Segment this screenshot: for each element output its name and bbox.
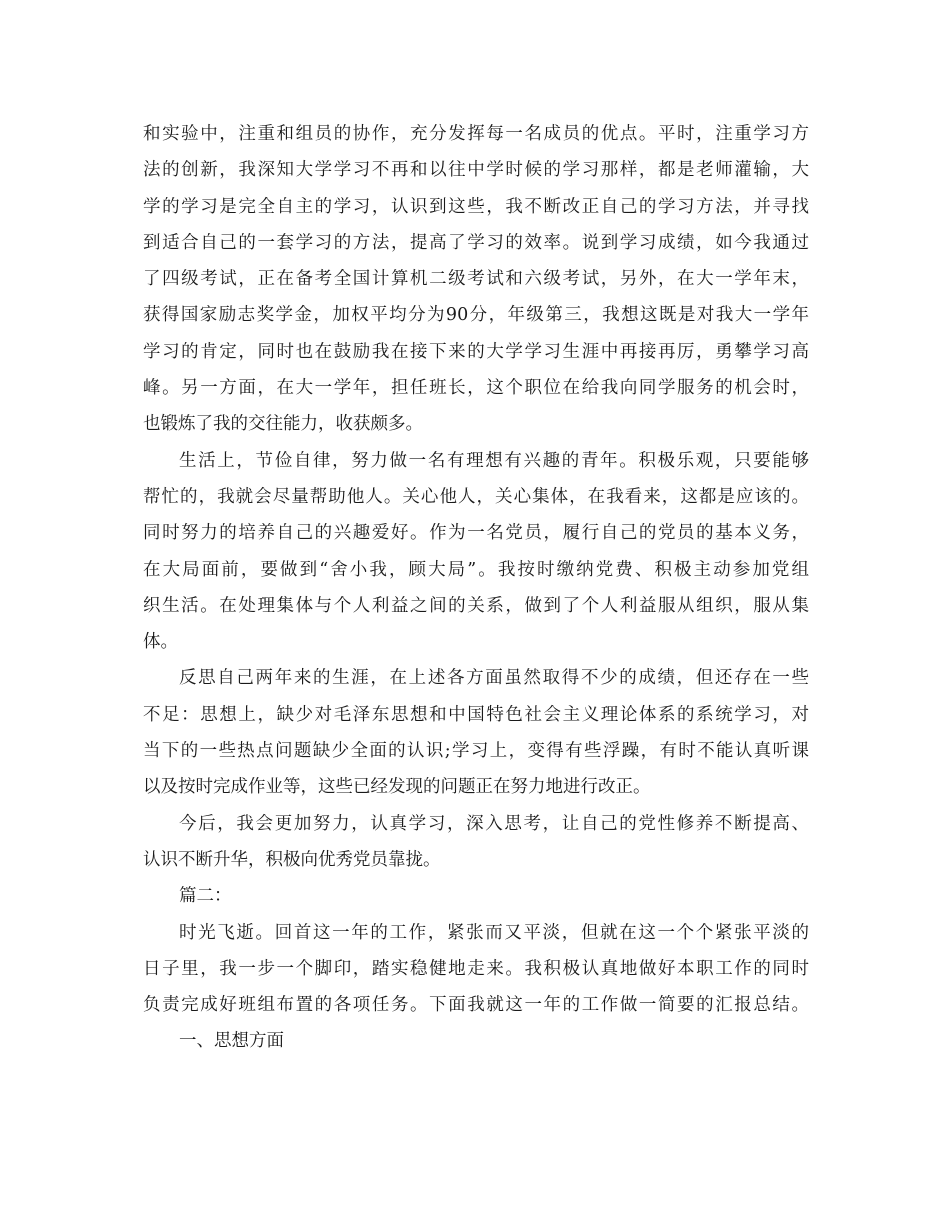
text-line: 法的创新，我深知大学学习不再和以往中学时候的学习那样，都是老师灌输，大 [143,160,809,181]
text-line: 学的学习是完全自主的学习，认识到这些，我不断改正自己的学习方法，并寻找 [143,196,809,217]
text-line: 以及按时完成作业等，这些已经发现的问题正在努力地进行改正。 [143,777,651,798]
text-line: 反思自己两年来的生涯，在上述各方面虽然取得不少的成绩，但还存在一些 [179,668,809,689]
body-text [143,116,809,1060]
text-line: 负责完成好班组布置的各项任务。下面我就这一年的工作做一简要的汇报总结。 [143,995,809,1016]
text-line: 日子里，我一步一个脚印，踏实稳健地走来。我积极认真地做好本职工作的同时 [143,958,809,979]
text-line: 在大局面前，要做到“舍小我，顾大局”。我按时缴纳党费、积极主动参加党组 [143,559,809,580]
text-line: 和实验中，注重和组员的协作，充分发挥每一名成员的优点。平时，注重学习方 [143,124,809,144]
text-line: 到适合自己的一套学习的方法，提高了学习的效率。说到学习成绩，如今我通过 [143,232,809,253]
text-line: 时光飞逝。回首这一年的工作，紧张而又平淡，但就在这一个个紧张平淡的 [179,922,809,943]
text-line: 当下的一些热点问题缺少全面的认识;学习上，变得有些浮躁，有时不能认真听课 [143,741,809,762]
text-line: 认识不断升华，积极向优秀党员靠拢。 [143,849,441,870]
text-line: 帮忙的，我就会尽量帮助他人。关心他人，关心集体，在我看来，这都是应该的。 [143,486,809,507]
text-line: 一、思想方面 [179,1031,284,1052]
text-line: 篇二： [179,886,232,907]
text-line: 今后，我会更加努力，认真学习，深入思考，让自己的党性修养不断提高、 [179,813,809,834]
text-line: 不足：思想上，缺少对毛泽东思想和中国特色社会主义理论体系的系统学习，对 [143,704,809,725]
text-line: 生活上，节俭自律，努力做一名有理想有兴趣的青年。积极乐观，只要能够 [179,450,809,471]
text-line: 了四级考试，正在备考全国计算机二级考试和六级考试，另外，在大一学年末， [143,269,809,290]
text-line: 峰。另一方面，在大一学年，担任班长，这个职位在给我向同学服务的机会时， [143,378,809,399]
text-line: 获得国家励志奖学金，加权平均分为90分，年级第三，我想这既是对我大一学年 [143,305,809,326]
text-line: 也锻炼了我的交往能力，收获颇多。 [143,414,423,435]
text-line: 学习的肯定，同时也在鼓励我在接下来的大学学习生涯中再接再厉，勇攀学习高 [143,341,809,362]
text-line: 织生活。在处理集体与个人利益之间的关系，做到了个人利益服从组织，服从集 [143,595,809,616]
text-line: 体。 [143,632,178,653]
text-line: 同时努力的培养自己的兴趣爱好。作为一名党员，履行自己的党员的基本义务， [143,523,809,544]
